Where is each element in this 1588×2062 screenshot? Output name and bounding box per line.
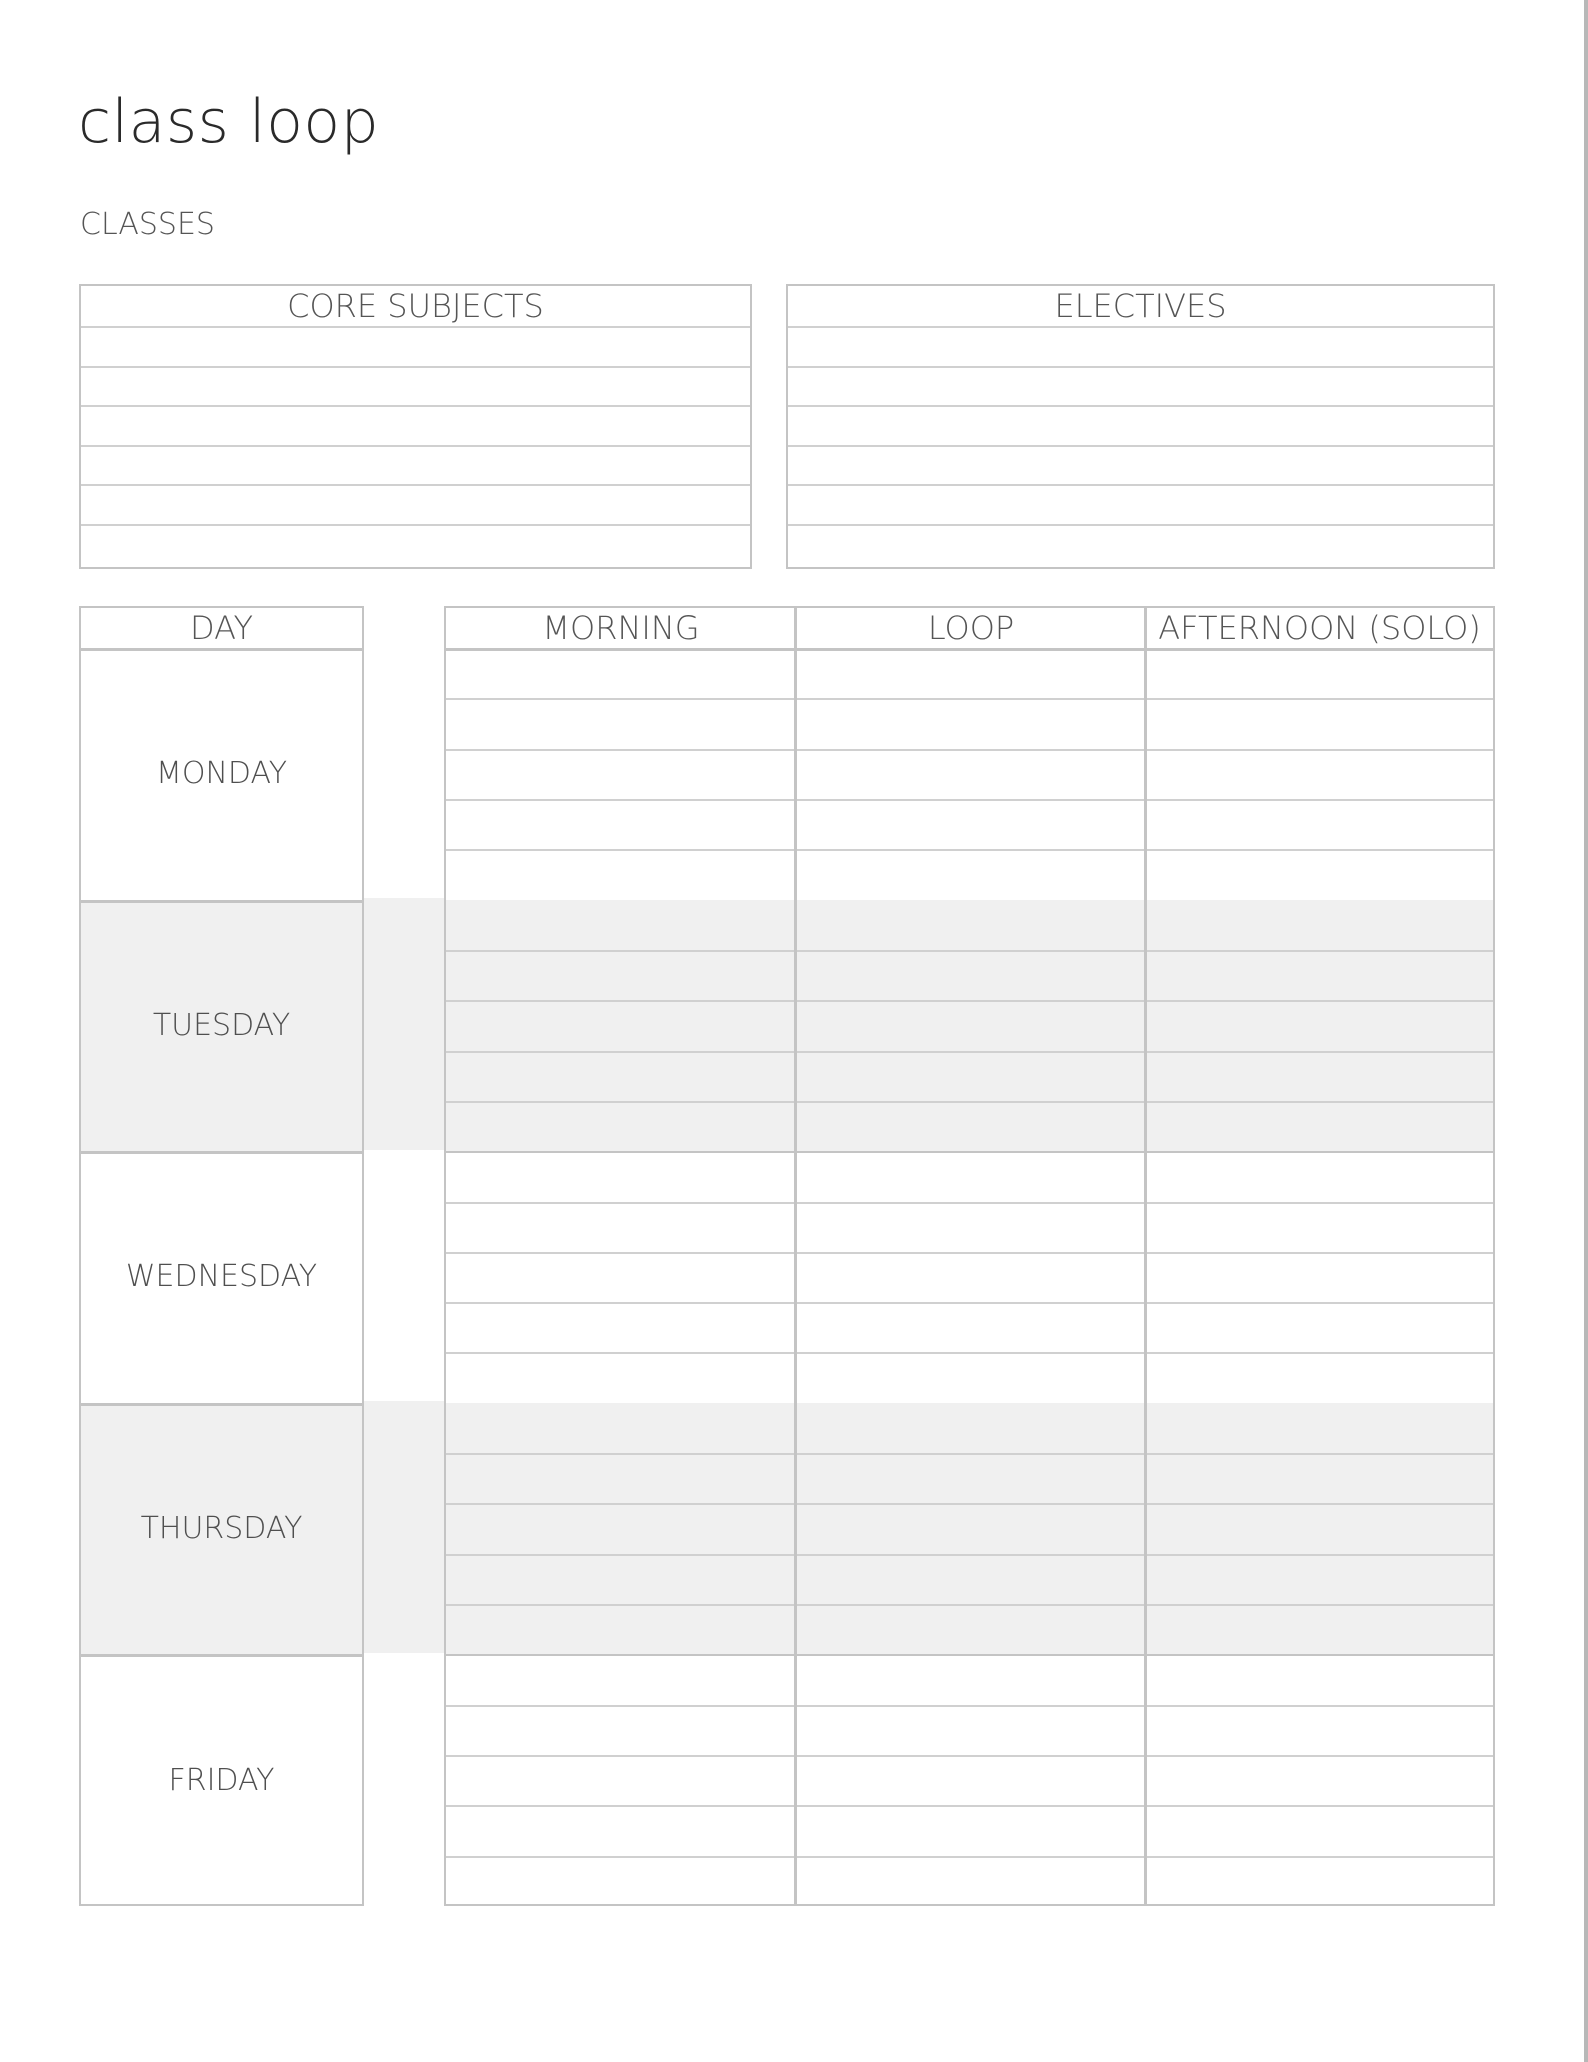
schedule-row-line xyxy=(446,950,1493,952)
schedule-row-line xyxy=(446,1302,1493,1304)
thursday-grid-shade xyxy=(446,1403,1493,1655)
loop-header: LOOP xyxy=(927,609,1015,647)
afternoon-solo-header: AFTERNOON (SOLO) xyxy=(1158,609,1481,647)
day-divider xyxy=(81,1403,362,1406)
day-column xyxy=(79,606,364,1906)
schedule-row-line xyxy=(446,1453,1493,1455)
elective-row-line xyxy=(788,484,1493,486)
core-subjects-table xyxy=(79,284,752,569)
core-row-line xyxy=(81,445,750,447)
elective-row-line xyxy=(788,524,1493,526)
tuesday-band xyxy=(364,898,446,1150)
schedule-row-line xyxy=(446,799,1493,801)
schedule-row-line xyxy=(446,1352,1493,1354)
core-subjects-header: CORE SUBJECTS xyxy=(287,287,544,325)
schedule-row-line xyxy=(446,1755,1493,1757)
schedule-row-line xyxy=(446,749,1493,751)
core-row-line xyxy=(81,405,750,407)
day-label-thursday: THURSDAY xyxy=(140,1511,303,1547)
core-row-line xyxy=(81,366,750,368)
schedule-row-line xyxy=(446,1604,1493,1606)
thursday-band xyxy=(364,1401,446,1653)
schedule-row-line xyxy=(446,1503,1493,1505)
elective-row-line xyxy=(788,445,1493,447)
tuesday-grid-shade xyxy=(446,900,1493,1152)
elective-header-divider xyxy=(788,326,1493,328)
schedule-row-line xyxy=(446,849,1493,851)
page-title: class loop xyxy=(78,87,380,157)
morning-header: MORNING xyxy=(542,609,700,647)
day-label-wednesday: WEDNESDAY xyxy=(125,1259,318,1295)
page-edge-border xyxy=(1584,0,1588,2062)
schedule-row-line xyxy=(446,698,1493,700)
schedule-row-line xyxy=(446,1705,1493,1707)
core-header-divider xyxy=(81,326,750,328)
electives-table xyxy=(786,284,1495,569)
core-row-line xyxy=(81,484,750,486)
day-divider xyxy=(81,1654,362,1657)
section-label-classes: CLASSES xyxy=(80,207,215,242)
loop-afternoon-divider xyxy=(1144,608,1147,1904)
day-divider xyxy=(81,1151,362,1154)
day-label-friday: FRIDAY xyxy=(168,1762,275,1798)
schedule-row-line xyxy=(446,1856,1493,1858)
day-label-monday: MONDAY xyxy=(155,756,288,792)
core-row-line xyxy=(81,524,750,526)
elective-row-line xyxy=(788,405,1493,407)
schedule-row-line xyxy=(446,1151,1493,1153)
elective-row-line xyxy=(788,366,1493,368)
day-label-tuesday: TUESDAY xyxy=(152,1007,291,1043)
schedule-row-line xyxy=(446,1000,1493,1002)
schedule-row-line xyxy=(446,1654,1493,1656)
schedule-row-line xyxy=(446,1554,1493,1556)
schedule-row-line xyxy=(446,1252,1493,1254)
schedule-row-line xyxy=(446,1101,1493,1103)
grid-header-divider xyxy=(446,648,1493,651)
electives-header: ELECTIVES xyxy=(1054,287,1227,325)
schedule-row-line xyxy=(446,1805,1493,1807)
schedule-row-line xyxy=(446,1202,1493,1204)
morning-loop-divider xyxy=(794,608,797,1904)
day-divider xyxy=(81,900,362,903)
day-header: DAY xyxy=(189,609,254,647)
schedule-row-line xyxy=(446,1051,1493,1053)
schedule-grid xyxy=(444,606,1495,1906)
